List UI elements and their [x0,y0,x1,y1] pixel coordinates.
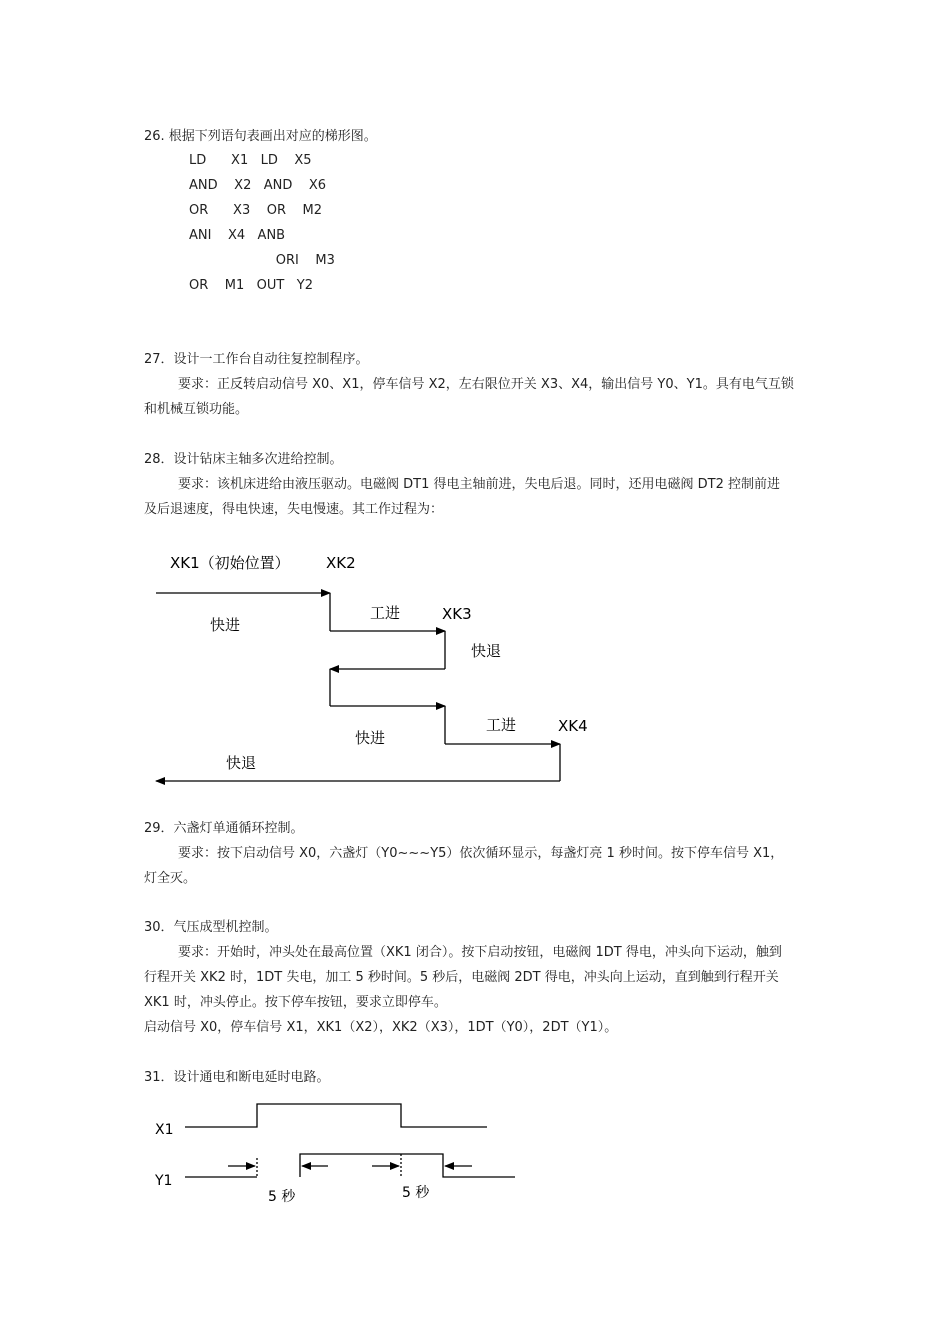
label-fast-forward-2: 快进 [355,729,386,747]
q30-req-4: 启动信号 X0，停车信号 X1，XK1（X2），XK2（X3），1DT（Y0），2DT（Y1）。 [144,1020,618,1035]
q28-title: 28．设计钻床主轴多次进给控制。 [144,452,343,467]
label-xk1: XK1（初始位置） [170,554,290,572]
q30-req-2: 行程开关 XK2 时，1DT 失电，加工 5 秒时间。5 秒后，电磁阀 2DT 得电，冲头向上运动，直到触到行程开关 [144,970,779,985]
q29-title: 29．六盏灯单通循环控制。 [144,821,304,836]
label-xk2: XK2 [326,554,356,572]
label-delay-1: 5 秒 [268,1189,296,1205]
q26-row-5: ORI M3 [189,253,335,268]
label-work-forward-2: 工进 [486,716,517,734]
label-xk3: XK3 [442,605,472,623]
q28-req-1: 要求：该机床进给由液压驱动。电磁阀 DT1 得电主轴前进，失电后退。同时，还用电磁阀 DT2 控制前进 [178,477,780,492]
label-fast-back-1: 快退 [471,642,502,660]
timing-diagram [185,1104,515,1177]
q26-row-6: OR M1 OUT Y2 [189,278,313,293]
label-fast-back-2: 快退 [226,754,257,772]
q27-title: 27．设计一工作台自动往复控制程序。 [144,352,369,367]
q26-title: 26. 根据下列语句表画出对应的梯形图。 [144,129,377,144]
y1-waveform-high [300,1154,515,1177]
label-y1: Y1 [155,1173,173,1189]
q31-title: 31．设计通电和断电延时电路。 [144,1070,330,1085]
q30-req-3: XK1 时，冲头停止。按下停车按钮，要求立即停车。 [144,995,447,1010]
q26-row-2: AND X2 AND X6 [189,178,327,193]
label-delay-2: 5 秒 [402,1185,430,1201]
q28-req-2: 及后退速度，得电快速，失电慢速。其工作过程为： [144,502,444,517]
q30-title: 30．气压成型机控制。 [144,920,278,935]
label-x1: X1 [155,1122,174,1138]
label-xk4: XK4 [558,717,588,735]
q26-row-3: OR X3 OR M2 [189,203,323,218]
x1-waveform [185,1104,487,1127]
q29-req-1: 要求：按下启动信号 X0，六盏灯（Y0~~~Y5）依次循环显示，每盏灯亮 1 秒时间。按下停车信号 X1， [178,846,784,861]
q29-req-2: 灯全灭。 [144,871,197,886]
q26-row-4: ANI X4 ANB [189,228,286,243]
label-work-forward-1: 工进 [370,604,401,622]
q27-req-2: 和机械互锁功能。 [144,402,249,417]
q30-req-1: 要求：开始时，冲头处在最高位置（XK1 闭合）。按下启动按钮，电磁阀 1DT 得电，冲头向下运动，触到 [178,945,782,960]
q26-row-1: LD X1 LD X5 [189,153,312,168]
label-fast-forward-1: 快进 [210,616,241,634]
q27-req-1: 要求：正反转启动信号 X0、X1，停车信号 X2，左右限位开关 X3、X4，输出信号 Y0、Y1。具有电气互锁 [178,377,794,392]
